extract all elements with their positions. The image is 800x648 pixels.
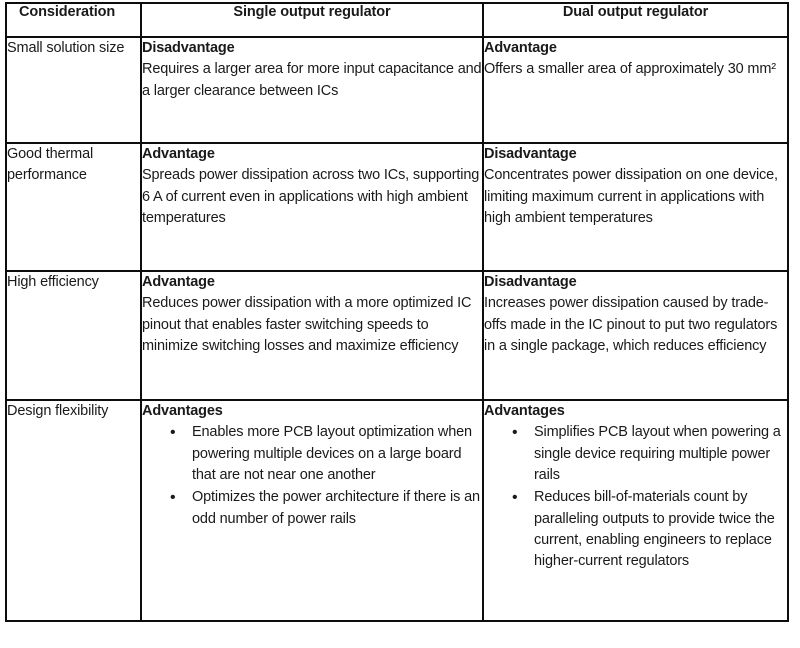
bullet-item: • Enables more PCB layout optimization when powering multiple devices on a large board that are not near one another [170, 422, 482, 486]
cell-dual-high-efficiency [483, 271, 788, 400]
single-vs-dual-regulator-comparison-table [5, 2, 789, 622]
header-row [6, 3, 788, 37]
cell-dual-design-flexibility [483, 400, 788, 621]
column-header-dual-output-regulator: Dual output regulator [483, 3, 788, 37]
verdict-label: Advantage [484, 40, 557, 56]
verdict-label: Disadvantage [484, 146, 577, 162]
advantage-bullet-list [142, 422, 482, 530]
table-header [6, 3, 788, 37]
detail-text: Offers a smaller area of approximately 30 mm² [484, 61, 776, 78]
table-row [6, 400, 788, 621]
detail-text: Requires a larger area for more input capacitance and a larger clearance between ICs [142, 61, 482, 99]
cell-consideration-design-flexibility: Design flexibility [6, 400, 141, 621]
table-row [6, 37, 788, 143]
cell-dual-good-thermal-performance [483, 143, 788, 271]
cell-consideration-good-thermal-performance: Good thermal performance [6, 143, 141, 271]
cell-single-small-solution-size [141, 37, 483, 143]
column-header-single-output-regulator: Single output regulator [141, 3, 483, 37]
cell-consideration-small-solution-size: Small solution size [6, 37, 141, 143]
verdict-label: Advantages [142, 403, 223, 419]
detail-text: Concentrates power dissipation on one device, limiting maximum current in applications with high ambient temperatures [484, 167, 778, 226]
cell-single-good-thermal-performance [141, 143, 483, 271]
cell-single-design-flexibility [141, 400, 483, 621]
cell-dual-small-solution-size [483, 37, 788, 143]
bullet-item: • Reduces bill-of-materials count by paralleling outputs to provide twice the current, enabling engineers to replace higher-current regulators [512, 487, 787, 572]
verdict-label: Disadvantage [142, 40, 235, 56]
table-row [6, 143, 788, 271]
verdict-label: Advantage [142, 274, 215, 290]
table-row [6, 271, 788, 400]
detail-text: Spreads power dissipation across two ICs, supporting 6 A of current even in applications with high ambient temperatures [142, 167, 480, 226]
verdict-label: Advantages [484, 403, 565, 419]
bullet-item: • Simplifies PCB layout when powering a single device requiring multiple power rails [512, 422, 787, 486]
cell-single-high-efficiency [141, 271, 483, 400]
verdict-label: Advantage [142, 146, 215, 162]
table-body [6, 37, 788, 621]
cell-consideration-high-efficiency: High efficiency [6, 271, 141, 400]
detail-text: Reduces power dissipation with a more optimized IC pinout that enables faster switching speeds to minimize switching losses and maximize efficiency [142, 295, 472, 354]
detail-text: Increases power dissipation caused by trade-offs made in the IC pinout to put two regulators in a single package, which reduces efficiency [484, 295, 778, 354]
bullet-item: • Optimizes the power architecture if there is an odd number of power rails [170, 487, 482, 530]
advantage-bullet-list [484, 422, 787, 572]
verdict-label: Disadvantage [484, 274, 577, 290]
column-header-consideration: Consideration [6, 3, 141, 37]
